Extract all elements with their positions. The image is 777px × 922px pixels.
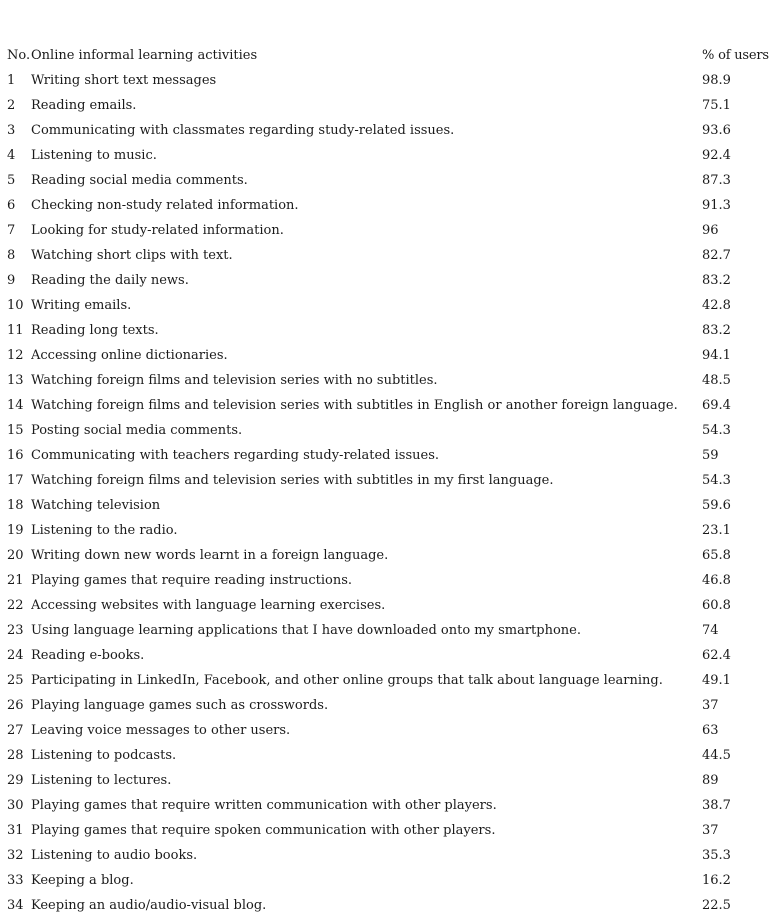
row-number: 11 [7,323,24,338]
row-number: 5 [7,173,16,188]
row-number: 25 [7,673,24,688]
row-number: 16 [7,448,24,463]
row-percent: 87.3 [702,173,731,188]
table-row [0,68,777,93]
row-percent: 44.5 [702,748,731,763]
table-row [0,443,777,468]
row-number: 7 [7,223,16,238]
row-percent: 83.2 [702,273,731,288]
row-activity: Checking non-study related information. [31,198,299,213]
row-activity: Watching television [31,498,161,513]
row-activity: Playing games that require spoken communication with other players. [31,823,496,838]
table-row [0,643,777,668]
row-activity: Playing games that require written communication with other players. [31,798,497,813]
row-percent: 37 [702,698,719,713]
row-number: 12 [7,348,24,363]
row-percent: 37 [702,823,719,838]
table-row [0,693,777,718]
header-no: No. [7,48,31,63]
row-percent: 83.2 [702,323,731,338]
row-percent: 49.1 [702,673,731,688]
row-number: 21 [7,573,24,588]
row-number: 4 [7,148,16,163]
row-activity: Listening to music. [31,148,157,163]
row-activity: Watching foreign films and television series with subtitles in my first language. [31,473,554,488]
row-activity: Listening to audio books. [31,848,198,863]
row-percent: 89 [702,773,719,788]
table-row [0,793,777,818]
row-number: 34 [7,898,24,913]
table-row [0,318,777,343]
table-row [0,418,777,443]
row-activity: Looking for study-related information. [31,223,284,238]
row-percent: 46.8 [702,573,731,588]
table-row [0,818,777,843]
table-row [0,668,777,693]
row-percent: 98.9 [702,73,731,88]
row-number: 31 [7,823,24,838]
row-number: 3 [7,123,16,138]
row-percent: 23.1 [702,523,731,538]
table-row [0,193,777,218]
row-percent: 65.8 [702,548,731,563]
row-number: 17 [7,473,24,488]
activities-table [0,43,777,918]
row-activity: Reading the daily news. [31,273,189,288]
row-number: 29 [7,773,24,788]
row-percent: 48.5 [702,373,731,388]
row-percent: 59 [702,448,719,463]
row-number: 33 [7,873,24,888]
row-number: 28 [7,748,24,763]
table-row [0,118,777,143]
table-row [0,393,777,418]
row-activity: Listening to the radio. [31,523,178,538]
row-percent: 54.3 [702,423,731,438]
row-activity: Communicating with classmates regarding study-related issues. [31,123,455,138]
table-row [0,568,777,593]
row-activity: Reading emails. [31,98,137,113]
table-row [0,468,777,493]
row-percent: 59.6 [702,498,731,513]
table-row [0,868,777,893]
row-activity: Posting social media comments. [31,423,243,438]
row-number: 19 [7,523,24,538]
row-activity: Playing language games such as crosswords. [31,698,329,713]
row-percent: 60.8 [702,598,731,613]
table-row [0,518,777,543]
table-row [0,293,777,318]
row-activity: Participating in LinkedIn, Facebook, and other online groups that talk about language learning. [31,673,663,688]
row-percent: 62.4 [702,648,731,663]
row-activity: Accessing online dictionaries. [31,348,228,363]
row-activity: Communicating with teachers regarding study-related issues. [31,448,440,463]
table-row [0,268,777,293]
table-row [0,843,777,868]
table-row [0,743,777,768]
row-activity: Leaving voice messages to other users. [31,723,291,738]
table-body [0,68,777,918]
row-percent: 54.3 [702,473,731,488]
row-number: 2 [7,98,16,113]
row-number: 22 [7,598,24,613]
row-percent: 93.6 [702,123,731,138]
row-number: 13 [7,373,24,388]
table-row [0,618,777,643]
row-number: 6 [7,198,16,213]
row-activity: Writing down new words learnt in a foreign language. [31,548,389,563]
row-percent: 16.2 [702,873,731,888]
row-percent: 35.3 [702,848,731,863]
table-row [0,93,777,118]
table-row [0,543,777,568]
row-activity: Listening to podcasts. [31,748,177,763]
row-percent: 92.4 [702,148,731,163]
row-number: 24 [7,648,24,663]
row-activity: Writing short text messages [31,73,217,88]
row-percent: 96 [702,223,719,238]
row-number: 8 [7,248,16,263]
table-row [0,493,777,518]
row-number: 14 [7,398,24,413]
row-number: 10 [7,298,24,313]
row-percent: 94.1 [702,348,731,363]
row-percent: 38.7 [702,798,731,813]
table-row [0,218,777,243]
row-activity: Listening to lectures. [31,773,172,788]
row-percent: 74 [702,623,719,638]
table-row [0,143,777,168]
row-number: 18 [7,498,24,513]
row-activity: Reading social media comments. [31,173,248,188]
row-number: 20 [7,548,24,563]
row-number: 27 [7,723,24,738]
row-activity: Reading long texts. [31,323,159,338]
table-row [0,893,777,918]
header-activity: Online informal learning activities [31,48,258,63]
row-percent: 82.7 [702,248,731,263]
row-percent: 42.8 [702,298,731,313]
row-activity: Watching short clips with text. [31,248,233,263]
table-row [0,593,777,618]
row-number: 26 [7,698,24,713]
table-row [0,768,777,793]
row-activity: Accessing websites with language learning exercises. [31,598,386,613]
row-activity: Playing games that require reading instructions. [31,573,353,588]
row-percent: 75.1 [702,98,731,113]
row-activity: Watching foreign films and television series with subtitles in English or another foreign language. [31,398,678,413]
row-percent: 91.3 [702,198,731,213]
table-row [0,243,777,268]
row-activity: Reading e-books. [31,648,145,663]
header-pct: % of users [702,48,769,63]
row-activity: Using language learning applications that I have downloaded onto my smartphone. [31,623,581,638]
row-number: 1 [7,73,16,88]
row-number: 9 [7,273,16,288]
row-activity: Keeping an audio/audio-visual blog. [31,898,267,913]
row-activity: Writing emails. [31,298,132,313]
table-header-row [0,43,777,68]
row-activity: Keeping a blog. [31,873,134,888]
row-percent: 63 [702,723,719,738]
row-number: 30 [7,798,24,813]
row-percent: 22.5 [702,898,731,913]
row-number: 23 [7,623,24,638]
table-row [0,368,777,393]
row-number: 32 [7,848,24,863]
row-percent: 69.4 [702,398,731,413]
table-row [0,343,777,368]
row-activity: Watching foreign films and television series with no subtitles. [31,373,438,388]
row-number: 15 [7,423,24,438]
table-row [0,168,777,193]
table-row [0,718,777,743]
